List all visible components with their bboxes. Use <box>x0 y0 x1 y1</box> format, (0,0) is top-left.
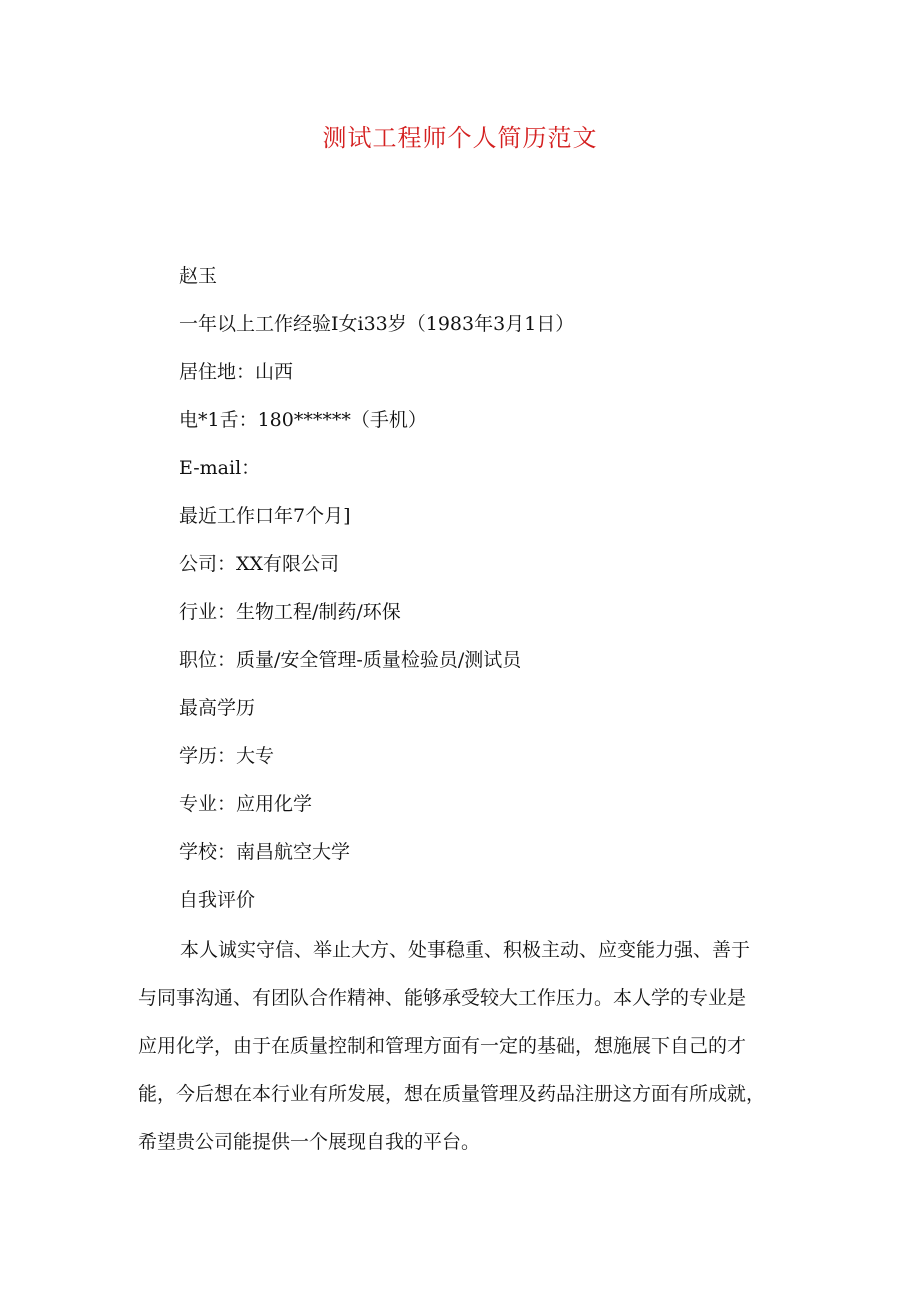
paragraph-line: 本人诚实守信、举止大方、处事稳重、积极主动、应变能力强、善于 <box>180 939 751 961</box>
paragraph-line: 希望贵公司能提供一个展现自我的平台。 <box>138 1131 481 1153</box>
industry-line: 行业：生物工程/制药/环保 <box>179 601 401 623</box>
paragraph-line: 应用化学，由于在质量控制和管理方面有一定的基础，想施展下自己的才 <box>138 1035 747 1057</box>
recent-work-heading: 最近工作口年7个月] <box>179 505 351 527</box>
resume-info-block <box>179 260 799 932</box>
position-line: 职位：质量/安全管理-质量检验员/测试员 <box>179 649 522 671</box>
residence-line: 居住地：山西 <box>179 361 294 383</box>
name-line: 赵玉 <box>179 265 218 287</box>
school-line: 学校：南昌航空大学 <box>179 841 351 863</box>
paragraph-line: 与同事沟通、有团队合作精神、能够承受较大工作压力。本人学的专业是 <box>138 987 747 1009</box>
self-evaluation-heading: 自我评价 <box>179 889 256 911</box>
self-evaluation-paragraph <box>138 930 798 1170</box>
degree-line: 学历：大专 <box>179 745 275 767</box>
document-title: 测试工程师个人简历范文 <box>322 124 598 152</box>
email-line: E-mail： <box>179 457 261 479</box>
company-line: 公司：XX有限公司 <box>179 553 340 575</box>
phone-line: 电*1舌：180******（手机） <box>179 409 427 431</box>
paragraph-line: 能，今后想在本行业有所发展，想在质量管理及药品注册这方面有所成就， <box>138 1083 766 1105</box>
education-heading: 最高学历 <box>179 697 256 719</box>
major-line: 专业：应用化学 <box>179 793 313 815</box>
experience-age-line: 一年以上工作经验I女i33岁（1983年3月1日） <box>179 313 575 335</box>
